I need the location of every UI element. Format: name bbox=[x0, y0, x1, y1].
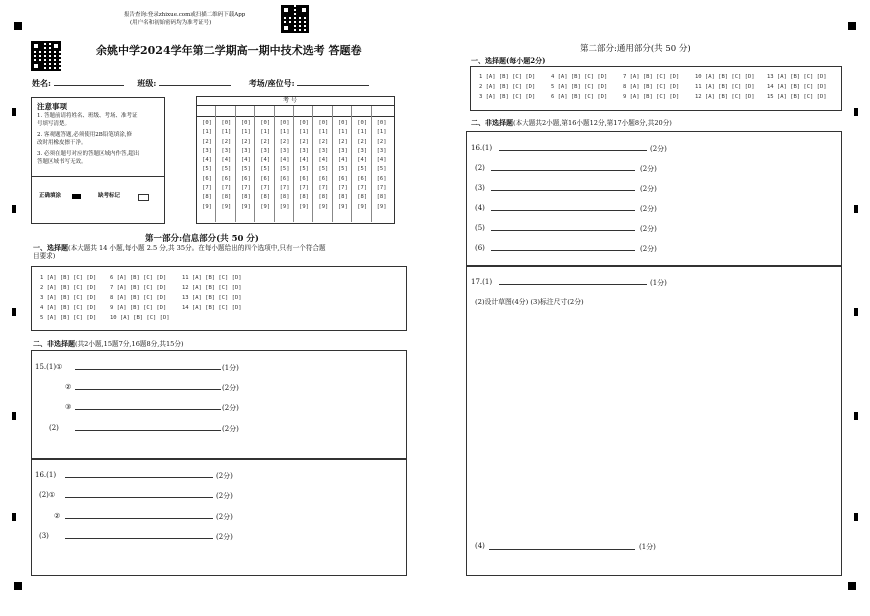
exam-digit-bubble[interactable]: [9] bbox=[376, 203, 387, 210]
mc-item[interactable]: 6 [A] [B] [C] [D] bbox=[551, 94, 608, 100]
student-info-row bbox=[32, 78, 369, 89]
q16-answer-line[interactable] bbox=[491, 250, 635, 251]
exam-digit-bubble[interactable]: [2] bbox=[240, 138, 251, 145]
divider bbox=[312, 106, 313, 222]
q15-score: (2分) bbox=[222, 425, 239, 433]
mc-item[interactable]: 9 [A] [B] [C] [D] bbox=[623, 94, 680, 100]
mc-item[interactable]: 1 [A] [B] [C] [D] bbox=[479, 74, 536, 80]
exam-number-column bbox=[375, 119, 389, 212]
exam-digit-bubble[interactable]: [4] bbox=[279, 157, 290, 164]
report-query-text: 报告查询:登录zhixue.com或扫描二维码下载App bbox=[124, 12, 246, 18]
divider bbox=[197, 116, 394, 117]
q16-label: (2)① bbox=[39, 491, 56, 499]
exam-digit-bubble[interactable]: [3] bbox=[202, 147, 212, 154]
exam-digit-bubble[interactable]: [1] bbox=[240, 129, 251, 136]
exam-digit-bubble[interactable]: [9] bbox=[202, 203, 212, 210]
exam-digit-bubble[interactable]: [8] bbox=[221, 194, 232, 201]
exam-number-column bbox=[278, 119, 292, 212]
correct-fill-label: 正确填涂 bbox=[39, 193, 62, 199]
q16-score: (2分) bbox=[640, 165, 657, 173]
exam-digit-bubble[interactable]: [9] bbox=[357, 203, 368, 210]
exam-digit-bubble[interactable]: [7] bbox=[318, 185, 329, 192]
divider bbox=[254, 106, 255, 222]
exam-digit-bubble[interactable]: [6] bbox=[221, 175, 232, 182]
q16-label: (6) bbox=[475, 244, 485, 252]
part2-nonmc-desc: (本大题共2小题,第16小题12分,第17小题8分,共20分) bbox=[513, 119, 672, 127]
q16-label: (2) bbox=[475, 164, 485, 172]
notice-heading: 注意事项 bbox=[37, 102, 67, 111]
part1-mc-desc2: 目要求) bbox=[33, 252, 56, 260]
exam-digit-bubble[interactable]: [2] bbox=[221, 138, 232, 145]
exam-digit-bubble[interactable]: [1] bbox=[318, 129, 329, 136]
mc-item[interactable]: 3 [A] [B] [C] [D] bbox=[40, 295, 97, 301]
part1-mc-title: 一、选择题 bbox=[33, 243, 68, 252]
notice-item: 改时用橡皮擦干净。 bbox=[37, 140, 87, 146]
q15-answer-line[interactable] bbox=[75, 430, 221, 431]
exam-digit-bubble[interactable]: [5] bbox=[260, 166, 271, 173]
exam-digit-bubble[interactable]: [8] bbox=[318, 194, 329, 201]
exam-number-grid bbox=[196, 96, 395, 224]
part1-nonmc-heading bbox=[33, 339, 184, 349]
room-label: 考场/座位号: bbox=[248, 78, 295, 88]
exam-digit-bubble[interactable]: [0] bbox=[279, 120, 290, 126]
exam-digit-bubble[interactable]: [4] bbox=[299, 157, 309, 164]
mc-item[interactable]: 12 [A] [B] [C] [D] bbox=[182, 285, 242, 291]
mc-item[interactable]: 8 [A] [B] [C] [D] bbox=[623, 84, 680, 90]
mc-item[interactable]: 8 [A] [B] [C] [D] bbox=[110, 295, 167, 301]
exam-digit-bubble[interactable]: [6] bbox=[337, 175, 348, 182]
absent-checkbox[interactable] bbox=[138, 194, 149, 201]
exam-digit-bubble[interactable]: [0] bbox=[376, 120, 387, 126]
exam-digit-bubble[interactable]: [1] bbox=[202, 129, 212, 136]
exam-digit-bubble[interactable]: [7] bbox=[299, 185, 309, 192]
q15-answer-line[interactable] bbox=[75, 409, 221, 410]
mc-column bbox=[40, 273, 96, 323]
exam-digit-bubble[interactable]: [2] bbox=[357, 138, 368, 145]
exam-digit-bubble[interactable]: [9] bbox=[299, 203, 309, 210]
q16-answer-line[interactable] bbox=[65, 497, 213, 498]
exam-digit-bubble[interactable]: [0] bbox=[299, 120, 309, 126]
part2-heading: 第二部分:通用部分(共 50 分) bbox=[580, 44, 691, 54]
exam-number-column bbox=[297, 119, 311, 212]
page-title: 余姚中学2024学年第二学期高一期中技术选考 答题卷 bbox=[96, 44, 362, 57]
exam-number-label: 考 号 bbox=[283, 97, 297, 104]
timing-mark bbox=[12, 205, 16, 213]
mc-item[interactable]: 3 [A] [B] [C] [D] bbox=[479, 94, 536, 100]
mc-item[interactable]: 2 [A] [B] [C] [D] bbox=[40, 285, 97, 291]
corner-mark-tr bbox=[848, 22, 856, 30]
exam-digit-bubble[interactable]: [7] bbox=[376, 185, 387, 192]
q15-label: 15.(1)① bbox=[35, 363, 63, 371]
exam-digit-bubble[interactable]: [1] bbox=[260, 129, 271, 136]
exam-digit-bubble[interactable]: [4] bbox=[318, 157, 329, 164]
exam-digit-bubble[interactable]: [3] bbox=[357, 147, 368, 154]
exam-digit-bubble[interactable]: [7] bbox=[260, 185, 271, 192]
exam-digit-bubble[interactable]: [2] bbox=[279, 138, 290, 145]
q15-label: (2) bbox=[49, 424, 59, 432]
part1-q15-box bbox=[31, 350, 407, 460]
q16-answer-line[interactable] bbox=[491, 210, 635, 211]
part1-heading: 第一部分:信息部分(共 50 分) bbox=[145, 234, 259, 244]
q17-score: (1分) bbox=[650, 279, 667, 287]
mc-item[interactable]: 6 [A] [B] [C] [D] bbox=[110, 275, 167, 281]
part1-mc-heading bbox=[33, 243, 326, 253]
notice-item: 答题区域书写无效。 bbox=[37, 159, 87, 165]
mc-column bbox=[551, 72, 607, 102]
q16-answer-line[interactable] bbox=[491, 170, 635, 171]
q16-label: (5) bbox=[475, 224, 485, 232]
divider bbox=[235, 106, 236, 222]
q17-sketch-prompt: (2)设计草图(4分) (3)标注尺寸(2分) bbox=[475, 298, 584, 306]
q16-label: 16.(1) bbox=[471, 144, 493, 152]
q15-score: (2分) bbox=[222, 384, 239, 392]
exam-digit-bubble[interactable]: [3] bbox=[260, 147, 271, 154]
q16-score: (2分) bbox=[640, 205, 657, 213]
exam-digit-bubble[interactable]: [3] bbox=[376, 147, 387, 154]
mc-item[interactable]: 14 [A] [B] [C] [D] bbox=[182, 305, 242, 311]
exam-digit-bubble[interactable]: [9] bbox=[279, 203, 290, 210]
exam-digit-bubble[interactable]: [4] bbox=[240, 157, 251, 164]
q16-answer-line[interactable] bbox=[65, 477, 213, 478]
divider bbox=[293, 106, 294, 222]
exam-digit-bubble[interactable]: [9] bbox=[240, 203, 251, 210]
exam-digit-bubble[interactable]: [1] bbox=[221, 129, 232, 136]
exam-digit-bubble[interactable]: [7] bbox=[279, 185, 290, 192]
absent-label: 缺考标记 bbox=[98, 193, 121, 199]
exam-digit-bubble[interactable]: [0] bbox=[221, 120, 232, 126]
q16-score: (2分) bbox=[216, 533, 233, 541]
q15-answer-line[interactable] bbox=[75, 389, 221, 390]
timing-mark bbox=[854, 205, 858, 213]
timing-mark bbox=[854, 108, 858, 116]
exam-digit-bubble[interactable]: [5] bbox=[357, 166, 368, 173]
qr-code-left bbox=[31, 41, 61, 71]
exam-digit-bubble[interactable]: [2] bbox=[318, 138, 329, 145]
q17-label: 17.(1) bbox=[471, 278, 493, 286]
exam-number-column bbox=[258, 119, 272, 212]
exam-digit-bubble[interactable]: [5] bbox=[202, 166, 212, 173]
exam-digit-bubble[interactable]: [3] bbox=[279, 147, 290, 154]
divider bbox=[332, 106, 333, 222]
corner-mark-br bbox=[848, 582, 856, 590]
exam-digit-bubble[interactable]: [4] bbox=[221, 157, 232, 164]
exam-digit-bubble[interactable]: [6] bbox=[299, 175, 309, 182]
divider bbox=[197, 105, 394, 106]
q16-answer-line[interactable] bbox=[65, 518, 213, 519]
mc-item[interactable]: 13 [A] [B] [C] [D] bbox=[767, 74, 827, 80]
exam-digit-bubble[interactable]: [6] bbox=[279, 175, 290, 182]
mc-item[interactable]: 4 [A] [B] [C] [D] bbox=[551, 74, 608, 80]
timing-mark bbox=[12, 412, 16, 420]
q16-answer-line[interactable] bbox=[65, 538, 213, 539]
part2-mc-title: 一、选择题(每小题2分) bbox=[471, 56, 546, 65]
exam-digit-bubble[interactable]: [6] bbox=[357, 175, 368, 182]
timing-mark bbox=[12, 308, 16, 316]
exam-digit-bubble[interactable]: [2] bbox=[260, 138, 271, 145]
exam-digit-bubble[interactable]: [4] bbox=[376, 157, 387, 164]
exam-digit-bubble[interactable]: [1] bbox=[376, 129, 387, 136]
exam-digit-bubble[interactable]: [6] bbox=[260, 175, 271, 182]
exam-digit-bubble[interactable]: [8] bbox=[337, 194, 348, 201]
exam-digit-bubble[interactable]: [5] bbox=[240, 166, 251, 173]
exam-digit-bubble[interactable]: [8] bbox=[376, 194, 387, 201]
divider bbox=[274, 106, 275, 222]
exam-digit-bubble[interactable]: [0] bbox=[337, 120, 348, 126]
mc-item[interactable]: 10 [A] [B] [C] [D] bbox=[695, 74, 755, 80]
mc-item[interactable]: 10 [A] [B] [C] [D] bbox=[110, 315, 170, 321]
exam-digit-bubble[interactable]: [0] bbox=[318, 120, 329, 126]
q17-label: (4) bbox=[475, 542, 485, 550]
q16-label: (3) bbox=[475, 184, 485, 192]
exam-digit-bubble[interactable]: [0] bbox=[240, 120, 251, 126]
notice-item: 号填写清楚。 bbox=[37, 121, 71, 127]
q15-label: ③ bbox=[65, 403, 72, 411]
exam-digit-bubble[interactable]: [1] bbox=[357, 129, 368, 136]
q16-answer-line[interactable] bbox=[491, 190, 635, 191]
divider bbox=[215, 106, 216, 222]
exam-number-column bbox=[355, 119, 369, 212]
q16-label: (3) bbox=[39, 532, 49, 540]
mc-item[interactable]: 14 [A] [B] [C] [D] bbox=[767, 84, 827, 90]
exam-digit-bubble[interactable]: [9] bbox=[260, 203, 271, 210]
exam-digit-bubble[interactable]: [6] bbox=[376, 175, 387, 182]
exam-digit-bubble[interactable]: [2] bbox=[202, 138, 212, 145]
exam-digit-bubble[interactable]: [3] bbox=[240, 147, 251, 154]
exam-digit-bubble[interactable]: [4] bbox=[357, 157, 368, 164]
mc-column bbox=[695, 72, 755, 102]
exam-number-column bbox=[239, 119, 253, 212]
part1-nonmc-title: 二、非选择题 bbox=[33, 339, 75, 348]
mc-item[interactable]: 15 [A] [B] [C] [D] bbox=[767, 94, 827, 100]
exam-digit-bubble[interactable]: [3] bbox=[337, 147, 348, 154]
part1-nonmc-desc: (共2小题,15题7分,16题8分,共15分) bbox=[75, 340, 184, 348]
exam-digit-bubble[interactable]: [7] bbox=[357, 185, 368, 192]
q15-score: (2分) bbox=[222, 404, 239, 412]
correct-fill-sample bbox=[72, 194, 81, 199]
notice-box bbox=[31, 97, 165, 224]
exam-digit-bubble[interactable]: [3] bbox=[299, 147, 309, 154]
divider bbox=[371, 106, 372, 222]
q17-answer-line[interactable] bbox=[499, 284, 647, 285]
exam-digit-bubble[interactable]: [5] bbox=[318, 166, 329, 173]
exam-digit-bubble[interactable]: [3] bbox=[221, 147, 232, 154]
q17-answer-line[interactable] bbox=[489, 549, 635, 550]
notice-item: 3. 必须在题号对应的答题区域内作答,超出 bbox=[37, 151, 140, 157]
exam-digit-bubble[interactable]: [2] bbox=[299, 138, 309, 145]
q15-score: (1分) bbox=[222, 364, 239, 372]
exam-digit-bubble[interactable]: [2] bbox=[376, 138, 387, 145]
exam-digit-bubble[interactable]: [8] bbox=[260, 194, 271, 201]
part1-q16-box bbox=[31, 458, 407, 576]
exam-digit-bubble[interactable]: [4] bbox=[260, 157, 271, 164]
mc-item[interactable]: 4 [A] [B] [C] [D] bbox=[40, 305, 97, 311]
exam-digit-bubble[interactable]: [8] bbox=[357, 194, 368, 201]
exam-digit-bubble[interactable]: [7] bbox=[221, 185, 232, 192]
q17-sketch-area[interactable] bbox=[475, 312, 833, 536]
divider bbox=[351, 106, 352, 222]
exam-digit-bubble[interactable]: [2] bbox=[337, 138, 348, 145]
part2-nonmc-title: 二、非选择题 bbox=[471, 118, 513, 127]
mc-item[interactable]: 12 [A] [B] [C] [D] bbox=[695, 94, 755, 100]
q16-score: (2分) bbox=[216, 513, 233, 521]
exam-digit-bubble[interactable]: [4] bbox=[337, 157, 348, 164]
q16-score: (2分) bbox=[640, 245, 657, 253]
class-label: 班级: bbox=[137, 78, 157, 88]
mc-item[interactable]: 9 [A] [B] [C] [D] bbox=[110, 305, 167, 311]
part1-mc-box bbox=[31, 266, 407, 331]
exam-digit-bubble[interactable]: [0] bbox=[202, 120, 212, 126]
mc-item[interactable]: 7 [A] [B] [C] [D] bbox=[110, 285, 167, 291]
mc-column bbox=[479, 72, 535, 102]
exam-digit-bubble[interactable]: [5] bbox=[299, 166, 309, 173]
q16-score: (2分) bbox=[216, 492, 233, 500]
exam-digit-bubble[interactable]: [9] bbox=[221, 203, 232, 210]
exam-number-column bbox=[336, 119, 350, 212]
exam-digit-bubble[interactable]: [6] bbox=[318, 175, 329, 182]
room-field[interactable] bbox=[297, 85, 369, 86]
exam-digit-bubble[interactable]: [5] bbox=[221, 166, 232, 173]
q16-answer-line[interactable] bbox=[491, 230, 635, 231]
class-field[interactable] bbox=[159, 85, 231, 86]
exam-digit-bubble[interactable]: [0] bbox=[260, 120, 271, 126]
mc-item[interactable]: 5 [A] [B] [C] [D] bbox=[551, 84, 608, 90]
notice-item: 2. 客观题答题,必须使用2B铅笔填涂,修 bbox=[37, 132, 133, 138]
part2-mc-box bbox=[470, 66, 842, 111]
q16-label: (4) bbox=[475, 204, 485, 212]
mc-item[interactable]: 5 [A] [B] [C] [D] bbox=[40, 315, 97, 321]
mc-item[interactable]: 7 [A] [B] [C] [D] bbox=[623, 74, 680, 80]
exam-digit-bubble[interactable]: [9] bbox=[337, 203, 348, 210]
mc-item[interactable]: 1 [A] [B] [C] [D] bbox=[40, 275, 97, 281]
part2-nonmc-heading bbox=[471, 118, 672, 128]
q16-label: ② bbox=[54, 512, 61, 520]
exam-number-column bbox=[219, 119, 233, 212]
q17-score: (1分) bbox=[639, 543, 656, 551]
timing-mark bbox=[12, 108, 16, 116]
q16-answer-line[interactable] bbox=[499, 150, 647, 151]
exam-digit-bubble[interactable]: [1] bbox=[337, 129, 348, 136]
exam-digit-bubble[interactable]: [7] bbox=[202, 185, 212, 192]
exam-digit-bubble[interactable]: [5] bbox=[376, 166, 387, 173]
q16-score: (2分) bbox=[640, 225, 657, 233]
q15-label: ② bbox=[65, 383, 72, 391]
report-query-note: (用户名和初始密码均为准考证号) bbox=[130, 20, 212, 26]
exam-digit-bubble[interactable]: [7] bbox=[240, 185, 251, 192]
part2-q17-box bbox=[466, 265, 842, 576]
mc-item[interactable]: 13 [A] [B] [C] [D] bbox=[182, 295, 242, 301]
name-label: 姓名: bbox=[32, 78, 51, 88]
mc-column bbox=[767, 72, 827, 102]
exam-number-column bbox=[316, 119, 330, 212]
exam-digit-bubble[interactable]: [8] bbox=[279, 194, 290, 201]
name-field[interactable] bbox=[54, 85, 124, 86]
exam-digit-bubble[interactable]: [1] bbox=[299, 129, 309, 136]
exam-digit-bubble[interactable]: [7] bbox=[337, 185, 348, 192]
exam-digit-bubble[interactable]: [8] bbox=[240, 194, 251, 201]
exam-digit-bubble[interactable]: [8] bbox=[202, 194, 212, 201]
mc-item[interactable]: 2 [A] [B] [C] [D] bbox=[479, 84, 536, 90]
timing-mark bbox=[12, 513, 16, 521]
divider bbox=[32, 176, 164, 177]
mc-column bbox=[110, 273, 170, 323]
corner-mark-bl bbox=[14, 582, 22, 590]
part1-mc-desc: (本大题共 14 小题,每小题 2.5 分,共 35分。在每小题给出的四个选项中,只有一个符合题 bbox=[68, 244, 326, 252]
notice-item: 1. 答题前请将姓名、班级、考场、准考证 bbox=[37, 113, 138, 119]
q15-answer-line[interactable] bbox=[75, 369, 221, 370]
exam-digit-bubble[interactable]: [4] bbox=[202, 157, 212, 164]
corner-mark-tl bbox=[14, 22, 22, 30]
exam-number-column bbox=[200, 119, 214, 212]
timing-mark bbox=[854, 308, 858, 316]
mc-column bbox=[182, 273, 242, 313]
timing-mark bbox=[854, 513, 858, 521]
q16-score: (2分) bbox=[650, 145, 667, 153]
exam-digit-bubble[interactable]: [9] bbox=[318, 203, 329, 210]
exam-digit-bubble[interactable]: [6] bbox=[202, 175, 212, 182]
mc-item[interactable]: 11 [A] [B] [C] [D] bbox=[182, 275, 242, 281]
q16-label: 16.(1) bbox=[35, 471, 57, 479]
q16-score: (2分) bbox=[640, 185, 657, 193]
exam-digit-bubble[interactable]: [6] bbox=[240, 175, 251, 182]
exam-digit-bubble[interactable]: [3] bbox=[318, 147, 329, 154]
q16-score: (2分) bbox=[216, 472, 233, 480]
exam-digit-bubble[interactable]: [5] bbox=[337, 166, 348, 173]
part2-q16-box bbox=[466, 131, 842, 267]
mc-item[interactable]: 11 [A] [B] [C] [D] bbox=[695, 84, 755, 90]
exam-digit-bubble[interactable]: [0] bbox=[357, 120, 368, 126]
qr-code-top bbox=[281, 5, 309, 33]
mc-column bbox=[623, 72, 679, 102]
exam-digit-bubble[interactable]: [8] bbox=[299, 194, 309, 201]
exam-digit-bubble[interactable]: [5] bbox=[279, 166, 290, 173]
timing-mark bbox=[854, 412, 858, 420]
exam-digit-bubble[interactable]: [1] bbox=[279, 129, 290, 136]
